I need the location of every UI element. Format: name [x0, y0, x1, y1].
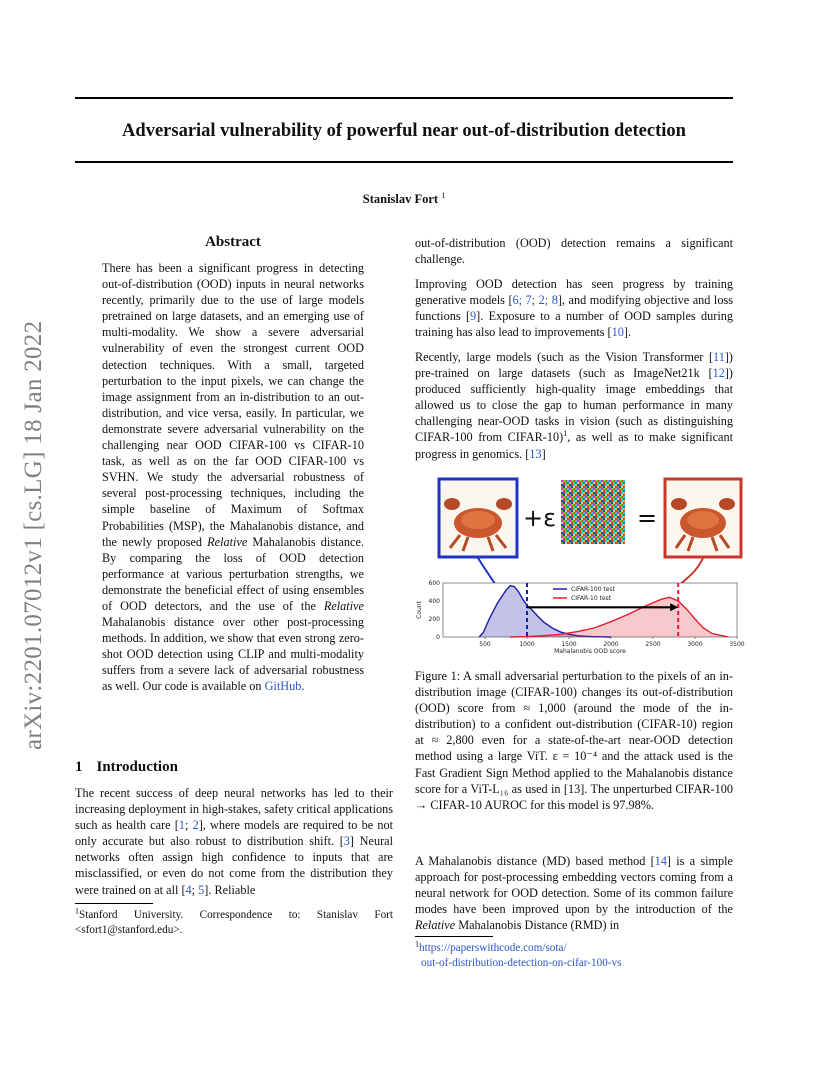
x-tick-label: 1500: [561, 641, 577, 648]
abstract-emphasis: Relative: [323, 598, 364, 613]
body-text: Recently, large models (such as the Vision Transformer [: [415, 350, 714, 364]
url-footnote: [415, 941, 733, 970]
intro-paragraph: [75, 785, 393, 898]
title-rule-top: [75, 97, 733, 99]
abstract-emphasis: Relative: [207, 534, 248, 549]
body-text: ] is a simple approach for post-processing embedding vectors coming from a neural network for OOD detection. Some of its common failure modes have been improved upon by the introduction of the: [415, 854, 733, 917]
body-text: , as well as to make significant progress in genomics. [: [415, 430, 733, 461]
footnote-url[interactable]: https://paperswithcode.com/sota/: [419, 942, 567, 954]
paper-title: Adversarial vulnerability of powerful near out-of-distribution detection: [122, 121, 686, 141]
section-number: 1: [75, 759, 83, 775]
abstract-text: Mahalanobis distance. By comparing the loss of OOD detection performance at various perturbation strengths, we demonstrate the beneficial effect of using ensembles of OOD detectors, and the use of the: [102, 534, 364, 613]
y-axis-label: Count: [416, 601, 423, 619]
body-text: ].: [623, 325, 632, 340]
citation-link[interactable]: 5: [198, 882, 205, 897]
intro-text: ;: [184, 818, 193, 833]
body-text: Improving OOD detection has seen progress by training generative models [: [415, 277, 733, 308]
y-tick-label: 600: [428, 580, 440, 587]
citation-link[interactable]: 14: [654, 854, 667, 868]
x-tick-label: 2000: [603, 641, 619, 648]
x-tick-label: 1000: [519, 641, 535, 648]
arxiv-identifier: arXiv:2201.07012v1 [cs.LG] 18 Jan 2022: [20, 320, 47, 750]
plus-epsilon-label: +ε: [523, 504, 557, 532]
right-paragraph-3: [415, 853, 733, 933]
author-name: Stanislav Fort: [362, 192, 439, 206]
citation-link[interactable]: 12: [712, 366, 725, 381]
title-rule-bottom: [75, 161, 733, 163]
figure-caption: Figure 1: A small adversarial perturbation to the pixels of an in-distribution image (CIFAR-100) changes its out-of-distribution (OOD) score from ≈ 1,000 (around the mode of the in-distribution) to a confident out-distribution (CIFAR-10) region at ≈ 2,800 even for a state-of-the-art near-OOD detection method using a large ViT. ε = 10⁻⁴ and the attack used is the Fast Gradient Sign Method applied to the Mahalanobis distance score for a ViT-L₁₆ as used in [13]. The unperturbed CIFAR-100 → CIFAR-10 AUROC for this model is 97.98%.: [415, 669, 733, 812]
author-footnote-mark: 1: [441, 190, 446, 200]
x-axis-label: Mahalanobis OOD score: [554, 648, 626, 655]
abstract-text: Mahalanobis distance over other post-processing methods. In addition, we show that even strong zero-shot OOD detection using CLIP and multi-modality suffers from a severe lack of adversarial robustness as well. Our code is available on: [102, 615, 364, 694]
citation-link[interactable]: 3: [343, 834, 350, 849]
x-tick-label: 3000: [687, 641, 703, 648]
body-text: Mahalanobis Distance (RMD) in: [455, 918, 620, 933]
legend-label: CIFAR-100 test: [571, 586, 615, 593]
citation-link[interactable]: 10: [611, 325, 624, 340]
legend-label: CIFAR-10 test: [571, 595, 612, 602]
perturbed-image: [665, 479, 741, 557]
github-link[interactable]: GitHub: [264, 679, 302, 694]
citation-link[interactable]: 13: [529, 446, 542, 461]
perturbation-noise: [561, 480, 625, 544]
figure-graphic: [415, 470, 745, 660]
footnote-mark: 1: [415, 939, 419, 949]
section-heading: [75, 759, 178, 776]
footnote-url[interactable]: out-of-distribution-detection-on-cifar-100-vs: [421, 956, 622, 969]
body-text: ]) pre-trained on large datasets (such as ImageNet21k [: [415, 350, 733, 381]
intro-text: The recent success of deep neural networks has led to their increasing deployment in high-stakes, safety critical applications such as health care [: [75, 786, 393, 833]
body-text: ]: [541, 446, 546, 461]
figure-1: [415, 470, 745, 660]
body-text: ]. Exposure to a number of OOD samples during training has also lead to improvements [: [415, 309, 733, 340]
body-text: ]) produced sufficiently high-quality image embeddings that allowed us to close the gap to human performance in many challenging near-OOD tasks in vision (such as distinguishing CIFAR-100 from CIFAR-10): [415, 366, 733, 445]
abstract-text: .: [301, 679, 305, 694]
ood-score-histogram: [416, 580, 745, 655]
abstract-text: There has been a significant progress in detecting out-of-distribution (OOD) inputs in neural networks recently, primarily due to the use of large models pretrained on large datasets, and an emerging use of multi-modality. We show a severe adversarial vulnerability of even the strongest current OOD detection techniques. With a small, targeted perturbation to the input pixels, we can change the image assignment from an in-distribution to an out-distribution, and vice versa, easily. In particular, we demonstrate severe adversarial vulnerability on the challenging near OOD CIFAR-100 vs CIFAR-10 task, as well as on the far OOD CIFAR-100 vs SVHN. We study the adversarial robustness of several post-processing techniques, including the simple baseline of Maximum of Softmax Probabilities (MSP), the Mahalanobis distance, and the newly proposed: [102, 261, 364, 549]
y-tick-label: 400: [428, 598, 440, 605]
body-emphasis: Relative: [415, 918, 456, 933]
right-paragraph-2: [415, 349, 733, 462]
abstract-body: [102, 260, 364, 695]
right-paragraph-1: [415, 276, 733, 340]
body-text: A Mahalanobis distance (MD) based method [: [415, 854, 655, 868]
citation-link[interactable]: 6; 7; 2; 8: [512, 293, 558, 308]
body-text: ], and modifying objective and loss functions [: [415, 293, 733, 324]
citation-link[interactable]: 1: [178, 818, 185, 833]
abstract-heading: Abstract: [205, 234, 261, 250]
equals-label: =: [637, 504, 658, 532]
author-line: [75, 192, 733, 207]
footnote-mark: 1: [563, 429, 568, 439]
input-image: [439, 479, 517, 557]
x-tick-label: 3500: [729, 641, 745, 648]
footnote-mark: 1: [75, 906, 79, 916]
intro-text: ], where models are required to be not only accurate but also robust to distribution shift. [: [75, 818, 394, 849]
intro-text: ] Neural networks often assign high confidence to inputs that are misclassified, or even do not come from the distribution they were trained on at all [: [75, 834, 393, 897]
section-title: Introduction: [96, 759, 178, 775]
intro-text: ;: [191, 882, 199, 897]
footnote-text: Stanford University. Correspondence to: Stanislav Fort <sfort1@stanford.edu>.: [75, 909, 393, 936]
y-tick-label: 0: [436, 634, 440, 641]
x-tick-label: 2500: [645, 641, 661, 648]
citation-link[interactable]: 9: [470, 309, 477, 324]
intro-text: ]. Reliable: [204, 882, 256, 897]
footnote-rule: [415, 936, 493, 937]
citation-link[interactable]: 4: [185, 882, 192, 897]
x-tick-label: 500: [479, 641, 491, 648]
y-tick-label: 200: [428, 616, 440, 623]
right-paragraph-0: out-of-distribution (OOD) detection remains a significant challenge.: [415, 236, 733, 267]
affiliation-footnote: [75, 908, 393, 937]
footnote-rule: [75, 903, 153, 904]
citation-link[interactable]: 11: [713, 350, 725, 364]
citation-link[interactable]: 2: [192, 818, 199, 833]
